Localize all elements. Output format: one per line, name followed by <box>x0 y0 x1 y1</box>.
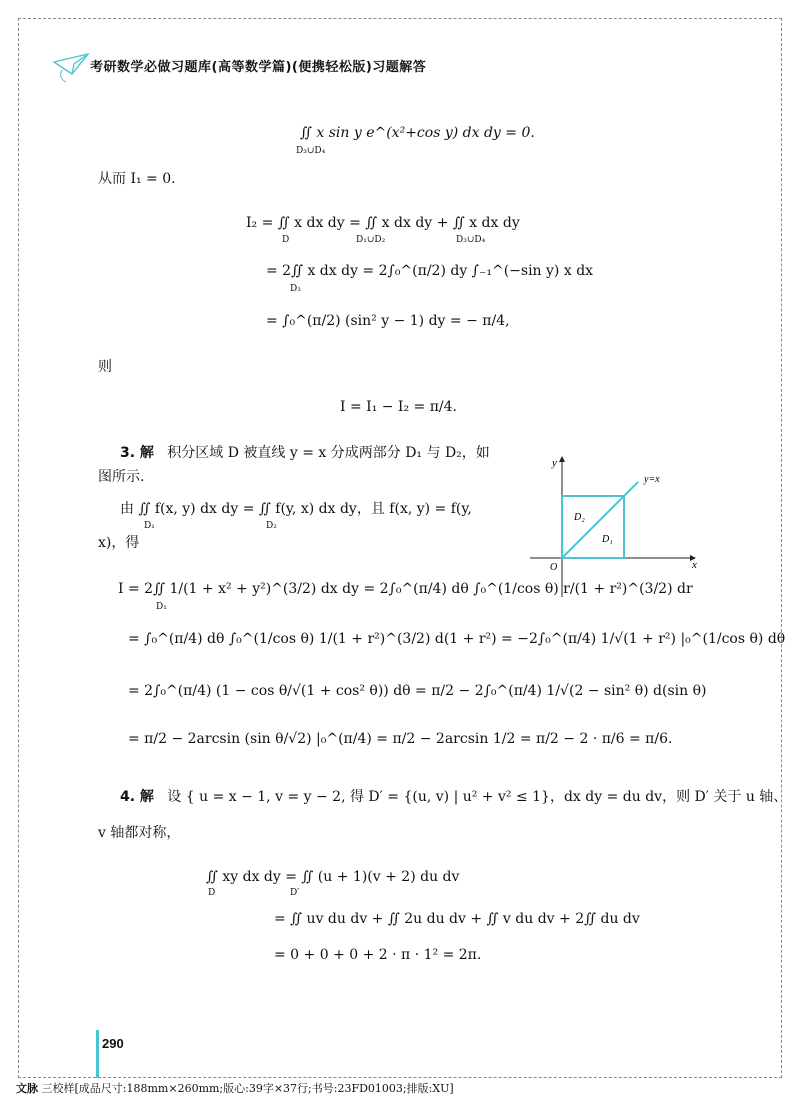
equation-line-3: I₂ = ∬ x dx dy = ∬ x dx dy + ∬ x dx dy <box>246 215 520 231</box>
footer-brand: 文脉 <box>16 1082 38 1095</box>
equation-f3: = 0 + 0 + 0 + 2 · π · 1² = 2π. <box>274 947 482 963</box>
e1-limit: D₁ <box>156 602 167 612</box>
problem-3-line-a <box>120 444 490 462</box>
y-axis-label: y <box>552 457 557 469</box>
footer-text: 三校样[成品尺寸:188mm×260mm;版心:39字×37行;书号:23FD01003;排版:XU] <box>41 1082 454 1095</box>
running-header <box>60 52 540 92</box>
problem-4-line-a <box>120 788 787 806</box>
p3c-limit-b: D₂ <box>266 521 277 531</box>
equation-line-1 <box>300 124 535 142</box>
region-d1-label: D₁ <box>602 534 613 545</box>
equation-e4: = π/2 − 2arcsin (sin θ/√2) |₀^(π/4) = π/2 − 2arcsin 1/2 = π/2 − 2 · π/6 = π/6. <box>128 731 673 747</box>
region-d2-label: D₂ <box>574 512 585 523</box>
f1-limit-a: D <box>208 888 216 898</box>
origin-label: O <box>550 562 558 573</box>
equation-f2: = ∬ uv du dv + ∬ 2u du dv + ∬ v du dv + 2∬ du dv <box>274 911 640 927</box>
eq1-limit: D₃∪D₄ <box>296 146 326 156</box>
problem-3-number: 3. 解 <box>120 445 154 461</box>
p3c-limit-a: D₁ <box>144 521 155 531</box>
page-number-rule <box>96 1030 99 1078</box>
problem-3-line-d: x)，得 <box>98 535 140 551</box>
problem-3-line-b: 图所示. <box>98 469 145 485</box>
figure-svg <box>530 452 700 597</box>
text-line-2: 从而 I₁ = 0. <box>98 171 176 187</box>
equation-e1: I = 2∬ 1/(1 + x² + y²)^(3/2) dx dy = 2∫₀^(π/4) dθ ∫₀^(1/cos θ) r/(1 + r²)^(3/2) dr <box>118 581 693 597</box>
equation-e2: = ∫₀^(π/4) dθ ∫₀^(1/cos θ) 1/(1 + r²)^(3/2) d(1 + r²) = −2∫₀^(π/4) 1/√(1 + r²) |₀^(1/cos θ) dθ <box>128 631 786 647</box>
eq3-limit-c: D₃∪D₄ <box>456 235 486 245</box>
eq1-text: ∬ x sin y e^(x²+cos y) dx dy = 0. <box>300 125 535 141</box>
y-axis-arrow-icon <box>559 456 565 462</box>
f1-limit-b: D′ <box>290 888 300 898</box>
line-label: y=x <box>644 474 660 485</box>
equation-line-7: I = I₁ − I₂ = π/4. <box>340 399 457 415</box>
eq3-limit-a: D <box>282 235 290 245</box>
problem-3-line-c: 由 ∬ f(x, y) dx dy = ∬ f(y, x) dx dy，且 f(x, y) = f(y, <box>120 501 472 517</box>
print-footer <box>16 1080 454 1096</box>
header-title: 考研数学必做习题库(高等数学篇)(便携轻松版)习题解答 <box>90 60 427 75</box>
eq3-limit-b: D₁∪D₂ <box>356 235 386 245</box>
eq4-limit: D₃ <box>290 284 301 294</box>
region-figure <box>530 452 700 597</box>
problem-4-text-a: 设 { u = x − 1, v = y − 2, 得 D′ = {(u, v) | u² + v² ≤ 1}，dx dy = du dv，则 D′ 关于 u 轴、 <box>167 789 788 805</box>
equation-f1: ∬ xy dx dy = ∬ (u + 1)(v + 2) du dv <box>206 869 460 885</box>
page-number: 290 <box>102 1036 124 1051</box>
equation-e3: = 2∫₀^(π/4) (1 − cos θ/√(1 + cos² θ)) dθ = π/2 − 2∫₀^(π/4) 1/√(2 − sin² θ) d(sin θ) <box>128 683 707 699</box>
x-axis-label: x <box>692 559 697 571</box>
text-line-6: 则 <box>98 359 112 375</box>
problem-4-line-b: v 轴都对称， <box>98 825 181 841</box>
equation-line-5: = ∫₀^(π/2) (sin² y − 1) dy = − π/4, <box>266 313 510 329</box>
equation-line-4: = 2∬ x dx dy = 2∫₀^(π/2) dy ∫₋₁^(−sin y) x dx <box>266 263 594 279</box>
problem-4-number: 4. 解 <box>120 789 154 805</box>
problem-3-text-a: 积分区域 D 被直线 y = x 分成两部分 D₁ 与 D₂，如 <box>167 445 490 461</box>
paper-plane-icon <box>52 48 92 84</box>
